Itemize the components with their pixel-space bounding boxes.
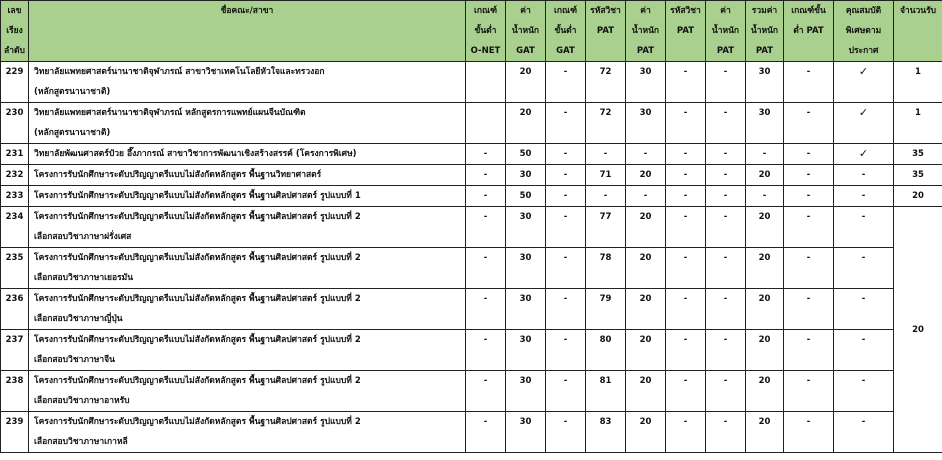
cell-pat-min: - <box>784 371 834 412</box>
cell-gat-weight: 50 <box>506 144 546 165</box>
header-text: น้ำหนัก <box>631 26 660 36</box>
cell-intake: 1 <box>894 103 942 144</box>
header-text: คุณสมบัติ <box>845 6 882 16</box>
faculty-name-line: โครงการรับนักศึกษาระดับปริญญาตรีแบบไม่สังกัดหลักสูตร พื้นฐานวิทยาศาสตร์ <box>34 170 322 180</box>
cell-intake: 20 <box>894 207 942 453</box>
cell-pat-min: - <box>784 412 834 453</box>
cell-pat-weight-total: 20 <box>746 165 784 186</box>
cell-special-qualification: - <box>834 165 894 186</box>
cell-gat-weight: 30 <box>506 330 546 371</box>
checkmark-icon: ✓ <box>834 62 894 103</box>
header-text: รหัสวิชา <box>670 6 701 16</box>
header-col-pat-code-2 <box>666 1 706 62</box>
header-text: ประกาศ <box>848 46 879 56</box>
faculty-name-line: (หลักสูตรนานาชาติ) <box>34 87 111 97</box>
faculty-name-line: วิทยาลัยพัฒนศาสตร์ป๋วย อึ๊งภากรณ์ สาขาวิชาการพัฒนาเชิงสร้างสรรค์ (โครงการพิเศษ) <box>34 149 357 159</box>
cell-pat-weight-2: - <box>706 165 746 186</box>
cell-special-qualification: - <box>834 248 894 289</box>
cell-onet-min <box>466 62 506 103</box>
table-row <box>1 330 942 371</box>
faculty-name-line: วิทยาลัยแพทยศาสตร์นานาชาติจุฬาภรณ์ หลักสูตรการแพทย์แผนจีนบัณฑิต <box>34 108 306 118</box>
header-col-intake <box>894 1 942 62</box>
cell-pat-weight-1: - <box>626 144 666 165</box>
cell-onet-min: - <box>466 248 506 289</box>
faculty-name-line: โครงการรับนักศึกษาระดับปริญญาตรีแบบไม่สังกัดหลักสูตร พื้นฐานศิลปศาสตร์ รูปแบบที่ 2 <box>34 335 361 345</box>
row-number: 238 <box>1 371 29 412</box>
header-text: น้ำหนัก <box>511 26 540 36</box>
faculty-name <box>29 207 466 248</box>
faculty-name <box>29 330 466 371</box>
cell-pat-weight-total: 20 <box>746 371 784 412</box>
cell-intake: 20 <box>894 186 942 207</box>
header-text: PAT <box>596 26 615 36</box>
cell-pat-weight-total: - <box>746 186 784 207</box>
cell-pat-weight-2: - <box>706 248 746 289</box>
cell-pat-weight-total: 30 <box>746 62 784 103</box>
cell-pat-code-2: - <box>666 412 706 453</box>
cell-gat-min: - <box>546 371 586 412</box>
cell-pat-code-2: - <box>666 103 706 144</box>
cell-pat-code-1: - <box>586 144 626 165</box>
faculty-name <box>29 412 466 453</box>
faculty-name-line: วิทยาลัยแพทยศาสตร์นานาชาติจุฬาภรณ์ สาขาวิชาเทคโนโลยีหัวใจและทรวงอก <box>34 67 325 77</box>
header-col-pat-code-1 <box>586 1 626 62</box>
cell-pat-weight-1: 20 <box>626 289 666 330</box>
faculty-name <box>29 165 466 186</box>
cell-pat-weight-2: - <box>706 62 746 103</box>
faculty-name-line: เลือกสอบวิชาภาษาอาหรับ <box>34 396 130 406</box>
faculty-name-line: เลือกสอบวิชาภาษาเกาหลี <box>34 437 128 447</box>
cell-intake: 1 <box>894 62 942 103</box>
cell-special-qualification: - <box>834 371 894 412</box>
cell-pat-min: - <box>784 103 834 144</box>
cell-pat-min: - <box>784 186 834 207</box>
cell-pat-weight-1: 20 <box>626 248 666 289</box>
cell-gat-min: - <box>546 62 586 103</box>
cell-pat-code-2: - <box>666 330 706 371</box>
cell-pat-weight-2: - <box>706 144 746 165</box>
cell-gat-min: - <box>546 412 586 453</box>
cell-pat-weight-1: 20 <box>626 371 666 412</box>
header-text: จำนวนรับ <box>899 6 937 16</box>
cell-gat-weight: 50 <box>506 186 546 207</box>
header-text: ลำดับ <box>4 46 25 56</box>
row-number: 233 <box>1 186 29 207</box>
cell-pat-code-2: - <box>666 186 706 207</box>
faculty-name-line: เลือกสอบวิชาภาษาจีน <box>34 355 115 365</box>
cell-pat-code-1: - <box>586 186 626 207</box>
cell-pat-code-1: 81 <box>586 371 626 412</box>
table-row <box>1 371 942 412</box>
cell-gat-min: - <box>546 103 586 144</box>
header-text: ค่า <box>640 6 651 16</box>
cell-pat-weight-1: 30 <box>626 103 666 144</box>
cell-gat-weight: 30 <box>506 371 546 412</box>
header-text: รหัสวิชา <box>590 6 621 16</box>
cell-gat-min: - <box>546 165 586 186</box>
cell-pat-weight-total: 20 <box>746 289 784 330</box>
cell-intake: 35 <box>894 144 942 165</box>
cell-gat-min: - <box>546 248 586 289</box>
cell-special-qualification: - <box>834 207 894 248</box>
header-text: PAT <box>676 26 695 36</box>
cell-onet-min: - <box>466 144 506 165</box>
cell-pat-code-1: 80 <box>586 330 626 371</box>
cell-pat-min: - <box>784 62 834 103</box>
header-text: O-NET <box>470 46 501 56</box>
faculty-name-line: โครงการรับนักศึกษาระดับปริญญาตรีแบบไม่สังกัดหลักสูตร พื้นฐานศิลปศาสตร์ รูปแบบที่ 2 <box>34 212 361 222</box>
cell-pat-code-1: 83 <box>586 412 626 453</box>
header-row <box>1 1 942 62</box>
faculty-name-line: เลือกสอบวิชาภาษาญี่ปุ่น <box>34 314 123 324</box>
cell-pat-code-2: - <box>666 289 706 330</box>
checkmark-icon: ✓ <box>834 144 894 165</box>
header-col-pat-min <box>784 1 834 62</box>
row-number: 231 <box>1 144 29 165</box>
cell-pat-weight-1: 20 <box>626 412 666 453</box>
cell-pat-weight-total: - <box>746 144 784 165</box>
cell-special-qualification: - <box>834 186 894 207</box>
faculty-name-line: โครงการรับนักศึกษาระดับปริญญาตรีแบบไม่สังกัดหลักสูตร พื้นฐานศิลปศาสตร์ รูปแบบที่ 2 <box>34 294 361 304</box>
faculty-name-line: โครงการรับนักศึกษาระดับปริญญาตรีแบบไม่สังกัดหลักสูตร พื้นฐานศิลปศาสตร์ รูปแบบที่ 1 <box>34 191 361 201</box>
cell-onet-min <box>466 103 506 144</box>
cell-intake: 35 <box>894 165 942 186</box>
header-col-onet-min <box>466 1 506 62</box>
cell-special-qualification: - <box>834 289 894 330</box>
cell-pat-min: - <box>784 330 834 371</box>
faculty-name-line: (หลักสูตรนานาชาติ) <box>34 128 111 138</box>
table-row <box>1 412 942 453</box>
cell-pat-code-1: 72 <box>586 103 626 144</box>
cell-special-qualification: - <box>834 330 894 371</box>
cell-pat-weight-1: 30 <box>626 62 666 103</box>
header-text: เกณฑ์ขั้น <box>791 6 826 16</box>
header-text: พิเศษตาม <box>845 26 882 36</box>
row-number: 237 <box>1 330 29 371</box>
cell-onet-min: - <box>466 289 506 330</box>
cell-gat-weight: 30 <box>506 165 546 186</box>
header-col-special-qualification <box>834 1 894 62</box>
cell-pat-weight-total: 20 <box>746 330 784 371</box>
faculty-name <box>29 186 466 207</box>
header-col-order <box>1 1 29 62</box>
table-row <box>1 103 942 144</box>
cell-onet-min: - <box>466 330 506 371</box>
cell-pat-code-1: 72 <box>586 62 626 103</box>
row-number: 239 <box>1 412 29 453</box>
header-text: น้ำหนัก <box>750 26 779 36</box>
header-col-pat-weight-total <box>746 1 784 62</box>
table-row <box>1 289 942 330</box>
table-row <box>1 144 942 165</box>
cell-pat-code-1: 71 <box>586 165 626 186</box>
cell-gat-min: - <box>546 330 586 371</box>
table-row <box>1 248 942 289</box>
faculty-name <box>29 289 466 330</box>
header-text: เลข <box>7 6 22 16</box>
header-col-pat-weight-2 <box>706 1 746 62</box>
row-number: 230 <box>1 103 29 144</box>
faculty-name-line: โครงการรับนักศึกษาระดับปริญญาตรีแบบไม่สังกัดหลักสูตร พื้นฐานศิลปศาสตร์ รูปแบบที่ 2 <box>34 253 361 263</box>
cell-gat-weight: 30 <box>506 412 546 453</box>
cell-pat-code-2: - <box>666 371 706 412</box>
cell-pat-weight-1: 20 <box>626 165 666 186</box>
cell-pat-min: - <box>784 144 834 165</box>
row-number: 229 <box>1 62 29 103</box>
cell-gat-weight: 30 <box>506 248 546 289</box>
cell-pat-code-2: - <box>666 62 706 103</box>
cell-pat-weight-2: - <box>706 371 746 412</box>
cell-pat-min: - <box>784 165 834 186</box>
faculty-name <box>29 248 466 289</box>
cell-pat-weight-total: 20 <box>746 248 784 289</box>
row-number: 232 <box>1 165 29 186</box>
faculty-name-line: เลือกสอบวิชาภาษาเยอรมัน <box>34 273 134 283</box>
cell-gat-weight: 30 <box>506 289 546 330</box>
cell-pat-min: - <box>784 248 834 289</box>
header-col-gat-min <box>546 1 586 62</box>
cell-onet-min: - <box>466 207 506 248</box>
row-number: 236 <box>1 289 29 330</box>
faculty-name-line: โครงการรับนักศึกษาระดับปริญญาตรีแบบไม่สังกัดหลักสูตร พื้นฐานศิลปศาสตร์ รูปแบบที่ 2 <box>34 376 361 386</box>
cell-pat-code-1: 79 <box>586 289 626 330</box>
table-row <box>1 62 942 103</box>
faculty-name <box>29 371 466 412</box>
cell-pat-weight-2: - <box>706 412 746 453</box>
cell-onet-min: - <box>466 186 506 207</box>
faculty-name <box>29 103 466 144</box>
cell-pat-weight-total: 30 <box>746 103 784 144</box>
faculty-name-line: เลือกสอบวิชาภาษาฝรั่งเศส <box>34 232 132 242</box>
cell-pat-code-2: - <box>666 248 706 289</box>
header-text: ขั้นต่ำ <box>554 26 577 36</box>
cell-onet-min: - <box>466 371 506 412</box>
table-body <box>1 62 942 453</box>
cell-special-qualification: - <box>834 412 894 453</box>
cell-gat-min: - <box>546 207 586 248</box>
cell-pat-code-2: - <box>666 207 706 248</box>
cell-pat-code-1: 78 <box>586 248 626 289</box>
faculty-name-line: โครงการรับนักศึกษาระดับปริญญาตรีแบบไม่สังกัดหลักสูตร พื้นฐานศิลปศาสตร์ รูปแบบที่ 2 <box>34 417 361 427</box>
header-text: PAT <box>716 46 735 56</box>
table-row <box>1 207 942 248</box>
cell-pat-weight-total: 20 <box>746 207 784 248</box>
row-number: 234 <box>1 207 29 248</box>
cell-pat-weight-2: - <box>706 289 746 330</box>
header-col-gat-weight <box>506 1 546 62</box>
cell-pat-weight-1: 20 <box>626 207 666 248</box>
cell-pat-weight-2: - <box>706 186 746 207</box>
header-text: GAT <box>516 46 535 56</box>
header-text: เกณฑ์ <box>554 6 577 16</box>
cell-gat-min: - <box>546 144 586 165</box>
header-text: PAT <box>755 46 774 56</box>
header-text: ค่า <box>720 6 731 16</box>
header-col-faculty <box>29 1 466 62</box>
cell-pat-weight-total: 20 <box>746 412 784 453</box>
cell-pat-weight-2: - <box>706 207 746 248</box>
cell-gat-min: - <box>546 289 586 330</box>
cell-pat-weight-2: - <box>706 103 746 144</box>
cell-pat-min: - <box>784 207 834 248</box>
cell-gat-min: - <box>546 186 586 207</box>
header-text: GAT <box>556 46 575 56</box>
cell-onet-min: - <box>466 412 506 453</box>
header-text: ขั้นต่ำ <box>474 26 497 36</box>
header-text: ต่ำ PAT <box>793 26 824 36</box>
header-text: PAT <box>636 46 655 56</box>
header-text: น้ำหนัก <box>711 26 740 36</box>
cell-pat-weight-1: - <box>626 186 666 207</box>
table-row <box>1 165 942 186</box>
header-text: ชื่อคณะ/สาขา <box>220 6 274 16</box>
cell-gat-weight: 30 <box>506 207 546 248</box>
faculty-name <box>29 62 466 103</box>
cell-pat-code-1: 77 <box>586 207 626 248</box>
cell-gat-weight: 20 <box>506 62 546 103</box>
cell-pat-weight-2: - <box>706 330 746 371</box>
table-row <box>1 186 942 207</box>
header-text: ค่า <box>520 6 531 16</box>
cell-onet-min: - <box>466 165 506 186</box>
cell-pat-code-2: - <box>666 165 706 186</box>
header-text: รวมค่า <box>751 6 778 16</box>
cell-pat-min: - <box>784 289 834 330</box>
header-text: เกณฑ์ <box>474 6 497 16</box>
cell-pat-code-2: - <box>666 144 706 165</box>
header-text: เรียง <box>6 26 23 36</box>
cell-pat-weight-1: 20 <box>626 330 666 371</box>
row-number: 235 <box>1 248 29 289</box>
checkmark-icon: ✓ <box>834 103 894 144</box>
faculty-name <box>29 144 466 165</box>
cell-gat-weight: 20 <box>506 103 546 144</box>
header-col-pat-weight-1 <box>626 1 666 62</box>
